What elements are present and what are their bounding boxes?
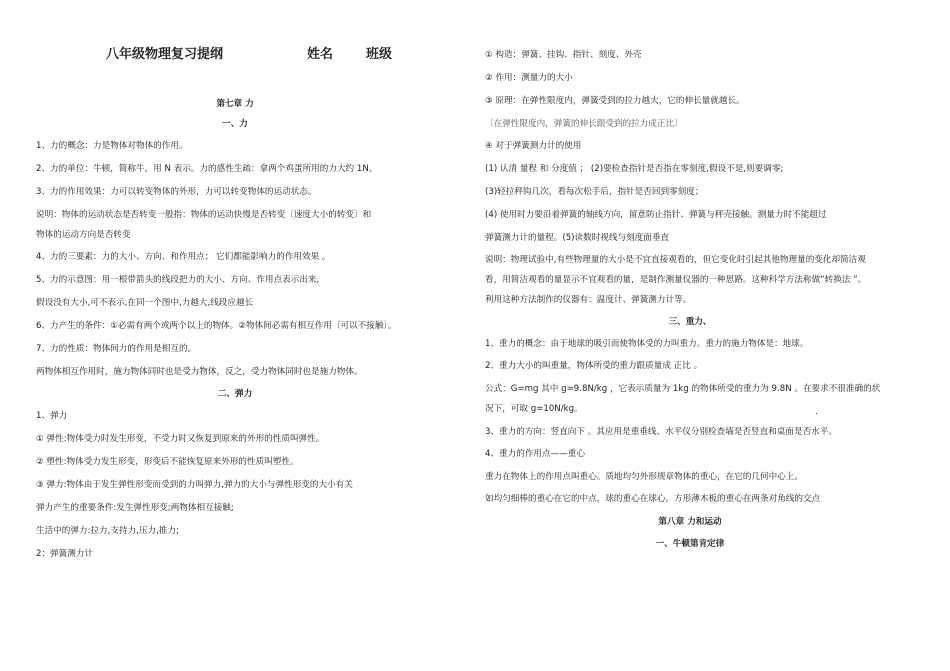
paragraph: 假设没有大小,可不表示,在同一个图中,力越大,线段应越长 <box>36 298 254 308</box>
paragraph: 公式：G=mg 其中 g=9.8N/kg ，它表示质量为 1kg 的物体所受的重力为 9.8N 。在要求不很准确的状 <box>485 384 881 394</box>
paragraph: 3、力的作用效果：力可以转变物体的外形，力可以转变物体的运动状态。 <box>36 187 317 197</box>
paragraph: 7、力的性质：物体间力的作用是相互的。 <box>36 344 197 354</box>
paragraph: (1) 认清 量程 和 分度值 ； (2)要检查指针是否指在零刻度,假设不是,则要调零; <box>485 164 784 174</box>
class-label: 班级 <box>366 47 393 62</box>
paragraph: 两物体相互作用时，施力物体同时也是受力物体，反之，受力物体同时也是施力物体。 <box>36 367 363 377</box>
paragraph: 1、重力的概念：由于地球的吸引而使物体受的力叫重力。重力的施力物体是：地球。 <box>485 339 809 349</box>
paragraph: (4) 使用时力要沿着弹簧的轴线方向，留意防止指针、弹簧与秤壳接触。测量力时不能超过 <box>485 210 827 220</box>
paragraph: 说明：物理试验中,有些物理量的大小是不宜直接观看的，但它变化时引起其他物理量的变化却简洁观 <box>485 255 866 265</box>
paragraph: 重力在物体上的作用点叫重心。质地均匀外形规章物体的重心，在它的几何中心上。 <box>485 472 803 482</box>
paragraph: 1、弹力 <box>36 411 68 421</box>
section-newton-heading: 一、牛顿第肯定律 <box>655 539 725 549</box>
paragraph: ② 作用：测量力的大小 <box>485 73 573 83</box>
section-elastic-heading: 二、弹力 <box>217 389 253 399</box>
paragraph: 况下，可取 g=10N/kg。 <box>485 404 583 414</box>
paragraph: 物体的运动方向是否转变 <box>36 230 131 240</box>
chapter-7-heading: 第七章 力 <box>216 99 254 109</box>
paragraph: 5、力的示意图：用一根带箭头的线段把力的大小、方向、作用点表示出来, <box>36 275 320 285</box>
paragraph: 看，用简洁观看的量显示不宜观看的量，是制作测量仪器的一种思路。这种科学方法称做“转换法 ”。 <box>485 275 867 285</box>
paragraph: 2：弹簧测力计 <box>36 549 94 559</box>
paragraph: ③ 弹力:物体由于发生弹性形变而受到的力叫弹力,弹力的大小与弹性形变的大小有关 <box>36 480 353 490</box>
name-label: 姓名 <box>307 47 334 62</box>
paragraph: 〔在弹性限度内，弹簧的伸长跟受到的拉力成正比〕 <box>485 119 683 129</box>
paragraph: 2、重力大小的叫重量，物体所受的重力跟质量成 正比 。 <box>485 361 703 371</box>
paragraph: ① 构造：弹簧、挂钩、指针、刻度、外壳 <box>485 50 642 60</box>
paragraph: 3、重力的方向：竖直向下 。其应用是重垂线、水平仪分别检查墙是否竖直和桌面是否水平。 <box>485 427 837 437</box>
paragraph: 弹力产生的重要条件:发生弹性形变;两物体相互接触; <box>36 503 234 513</box>
chapter-8-heading: 第八章 力和运动 <box>658 517 722 527</box>
paragraph: 6、力产生的条件：①必需有两个或两个以上的物体。②物体间必需有相互作用〔可以不接触〕。 <box>36 321 397 331</box>
paragraph: (3)轻拉秤钩几次，看每次松手后，指针是否回到零刻度； <box>485 187 704 197</box>
paragraph: ① 弹性:物体受力时发生形变，不受力时又恢复到原来的外形的性质叫弹性。 <box>36 434 325 444</box>
section-gravity-heading: 三、重力、 <box>668 317 712 327</box>
paragraph: 生活中的弹力:拉力,支持力,压力,推力; <box>36 526 179 536</box>
paragraph: 2、力的单位：牛顿，简称牛，用 N 表示。力的感性生疏：拿两个鸡蛋所用的力大约 1N。 <box>36 164 378 174</box>
paragraph: 4、重力的作用点——重心 <box>485 449 585 459</box>
paragraph: ④ 对于弹簧测力计的使用 <box>485 141 582 151</box>
paragraph: 1、力的概念：力是物体对物体的作用。 <box>36 141 188 151</box>
section-force-heading: 一、力 <box>222 119 248 129</box>
paragraph: 弹簧测力计的量程。(5)读数时视线与刻度面垂直 <box>485 233 670 243</box>
stray-dot: . <box>815 407 818 417</box>
paragraph: 4、力的三要素：力的大小、方向、和作用点； 它们都能影响力的作用效果 。 <box>36 252 331 262</box>
paragraph: 说明：物体的运动状态是否转变一般指：物体的运动快慢是否转变〔速度大小的转变〕和 <box>36 210 372 220</box>
paragraph: ③ 原理：在弹性限度内，弹簧受到的拉力越大，它的伸长量就越长。 <box>485 96 745 106</box>
paragraph: 如均匀细棒的重心在它的中点，球的重心在球心。方形薄木板的重心在两条对角线的交点 <box>485 494 821 504</box>
paragraph: ② 塑性:物体受力发生形变，形变后不能恢复原来外形的性质叫塑性。 <box>36 457 299 467</box>
document-title: 八年级物理复习提纲 <box>106 47 224 62</box>
paragraph: 利用这种方法制作的仪器有：温度计、弹簧测力计等。 <box>485 295 692 305</box>
